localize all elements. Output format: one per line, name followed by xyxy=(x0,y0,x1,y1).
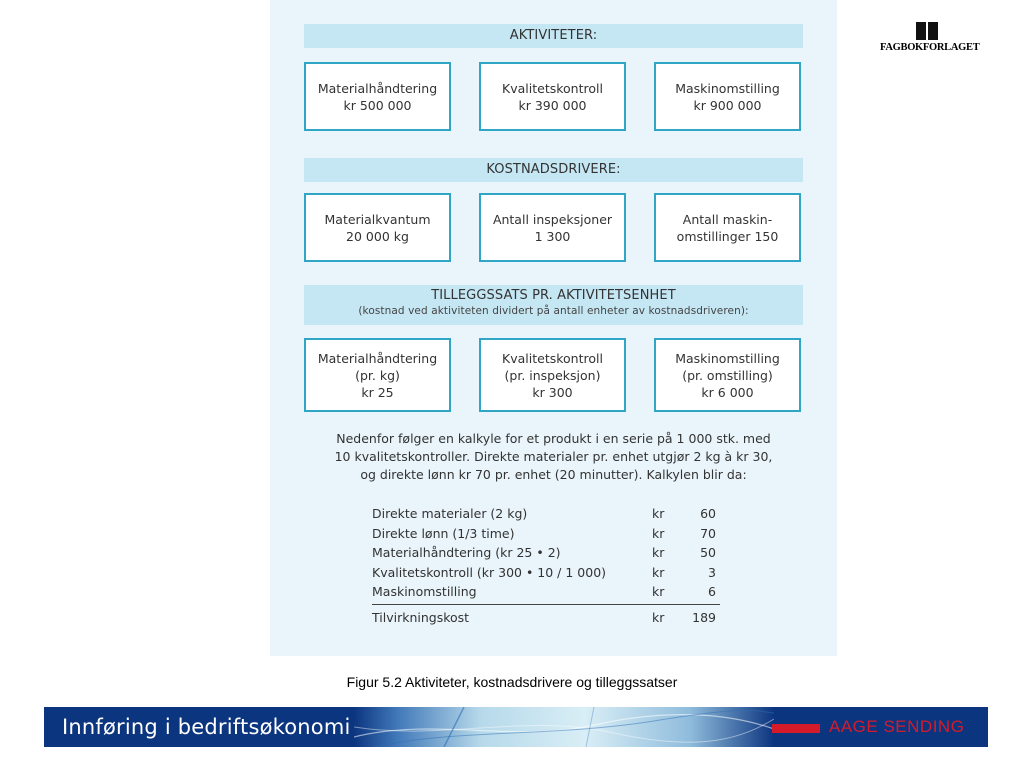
figure-caption: Figur 5.2 Aktiviteter, kostnadsdrivere og tilleggssatser xyxy=(346,674,678,690)
calc-value: 6 xyxy=(708,584,716,599)
rate-box-machine-setup xyxy=(654,338,801,412)
box-line: kr 300 xyxy=(532,384,573,400)
box-line: Antall maskin- xyxy=(682,211,773,227)
calc-value: 70 xyxy=(700,525,716,541)
calc-row xyxy=(372,563,720,583)
calc-label: Kvalitetskontroll (kr 300 • 10 / 1 000) xyxy=(372,564,607,580)
activity-box-quality-control xyxy=(479,62,626,131)
driver-box-material-quantity xyxy=(304,193,451,262)
activity-box-machine-setup xyxy=(654,62,801,131)
book-title: Innføring i bedriftsøkonomi xyxy=(62,715,351,739)
calc-label: Direkte materialer (2 kg) xyxy=(372,506,528,521)
publisher-logo xyxy=(880,22,980,53)
description-paragraph xyxy=(310,430,797,484)
activity-box-material-handling xyxy=(304,62,451,131)
author-name: AAGE SENDING xyxy=(829,717,965,736)
paragraph-line: Nedenfor følger en kalkyle for et produkt i en serie på 1 000 stk. med xyxy=(336,431,771,446)
calc-value: 50 xyxy=(700,545,716,560)
calc-label: Materialhåndtering (kr 25 • 2) xyxy=(372,545,561,560)
calc-currency: kr xyxy=(652,525,665,541)
box-line: 1 300 xyxy=(534,228,571,244)
calc-row xyxy=(372,524,720,544)
driver-box-inspections xyxy=(479,193,626,262)
box-line: (pr. inspeksjon) xyxy=(504,367,601,383)
section-title: TILLEGGSSATS PR. AKTIVITETSENHET xyxy=(431,288,676,303)
calc-value: 3 xyxy=(708,564,716,580)
figure-panel xyxy=(270,0,837,656)
calc-row xyxy=(372,582,720,602)
calc-total-value: 189 xyxy=(692,609,716,625)
sum-divider xyxy=(372,604,720,605)
calc-label: Maskinomstilling xyxy=(372,584,477,599)
box-line: Materialhåndtering xyxy=(317,350,438,366)
paragraph-line: og direkte lønn kr 70 pr. enhet (20 minutter). Kalkylen blir da: xyxy=(360,467,747,482)
calc-total-row xyxy=(372,608,720,628)
box-line: kr 900 000 xyxy=(693,97,762,113)
calc-currency: kr xyxy=(652,564,665,580)
box-line: kr 6 000 xyxy=(701,384,754,400)
footer-banner xyxy=(44,707,988,747)
rate-box-quality-control xyxy=(479,338,626,412)
box-line: omstillinger 150 xyxy=(676,228,779,244)
publisher-name: FAGBOKFORLAGET xyxy=(880,42,980,53)
calc-value: 60 xyxy=(700,506,716,521)
calc-currency: kr xyxy=(652,584,665,599)
box-line: (pr. kg) xyxy=(355,367,400,383)
calc-label: Direkte lønn (1/3 time) xyxy=(372,525,515,541)
calc-row xyxy=(372,543,720,563)
box-line: Kvalitetskontroll xyxy=(502,350,603,366)
driver-box-machine-setups xyxy=(654,193,801,262)
section-header-rates xyxy=(304,285,803,325)
box-line: Maskinomstilling xyxy=(675,80,780,96)
box-line: kr 25 xyxy=(361,384,394,400)
box-line: Materialkvantum xyxy=(324,211,431,227)
calc-currency: kr xyxy=(652,506,665,521)
section-header-activities: AKTIVITETER: xyxy=(304,24,803,48)
box-line: (pr. omstilling) xyxy=(682,367,773,383)
rate-box-material-handling xyxy=(304,338,451,412)
calc-row xyxy=(372,504,720,524)
calc-total-label: Tilvirkningskost xyxy=(372,609,470,625)
box-line: kr 500 000 xyxy=(343,97,412,113)
paragraph-line: 10 kvalitetskontroller. Direkte materialer pr. enhet utgjør 2 kg à kr 30, xyxy=(334,449,773,464)
box-line: Materialhåndtering xyxy=(317,80,438,96)
calc-total-currency: kr xyxy=(652,609,665,625)
box-line: 20 000 kg xyxy=(346,228,409,244)
box-line: kr 390 000 xyxy=(518,97,587,113)
accent-bar xyxy=(772,724,820,733)
box-line: Maskinomstilling xyxy=(675,350,780,366)
section-subtitle: (kostnad ved aktiviteten dividert på antall enheter av kostnadsdriveren): xyxy=(358,305,749,317)
calc-currency: kr xyxy=(652,545,665,560)
section-header-cost-drivers: KOSTNADSDRIVERE: xyxy=(304,158,803,182)
cost-calculation xyxy=(372,504,720,627)
box-line: Antall inspeksjoner xyxy=(492,211,613,227)
box-line: Kvalitetskontroll xyxy=(502,80,603,96)
wave-decoration xyxy=(354,707,774,747)
book-icon xyxy=(916,22,938,40)
